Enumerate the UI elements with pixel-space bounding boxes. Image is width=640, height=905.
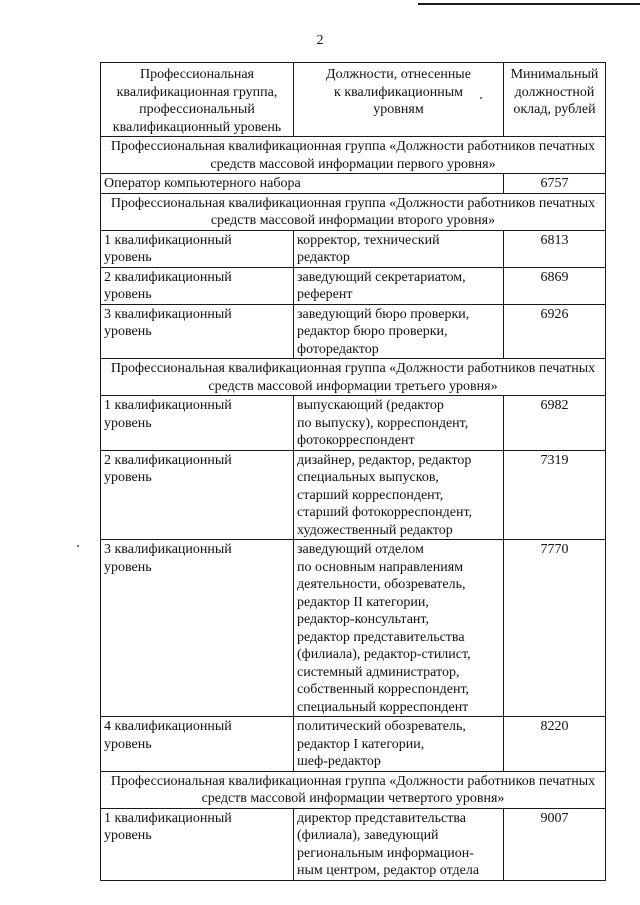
- level-cell: 2 квалификационный уровень: [101, 267, 294, 304]
- group-title-row: [101, 193, 606, 230]
- positions-cell: заведующий бюро проверки, редактор бюро проверки, фоторедактор: [294, 304, 504, 359]
- level-cell: 3 квалификационный уровень: [101, 540, 294, 717]
- header-group-level: Профессиональная квалификационная группа, профессиональный квалификационный уровень: [101, 63, 294, 137]
- scan-speck: [77, 545, 79, 547]
- level-cell: 1 квалификационный уровень: [101, 808, 294, 880]
- group-title-row: [101, 359, 606, 396]
- level-cell: 2 квалификационный уровень: [101, 450, 294, 540]
- level-cell: 3 квалификационный уровень: [101, 304, 294, 359]
- positions-cell: выпускающий (редактор по выпуску), корреспондент, фотокорреспондент: [294, 396, 504, 451]
- table-row: [101, 174, 606, 194]
- position-cell: Оператор компьютерного набора: [101, 174, 504, 194]
- header-min-salary: Минимальный должностной оклад, рублей: [504, 63, 606, 137]
- table-row: [101, 267, 606, 304]
- group-title: Профессиональная квалификационная группа «Должности работников печатных средств массовой информации четвертого уровня»: [101, 771, 606, 808]
- level-cell: 4 квалификационный уровень: [101, 717, 294, 772]
- salary-cell: 6757: [504, 174, 606, 194]
- level-cell: 1 квалификационный уровень: [101, 396, 294, 451]
- group-title: Профессиональная квалификационная группа «Должности работников печатных средств массовой информации первого уровня»: [101, 137, 606, 174]
- group-title: Профессиональная квалификационная группа «Должности работников печатных средств массовой информации второго уровня»: [101, 193, 606, 230]
- table-header-row: [101, 63, 606, 137]
- salary-cell: 6926: [504, 304, 606, 359]
- top-rule: [418, 3, 640, 5]
- table-row: [101, 540, 606, 717]
- page-number: 2: [316, 33, 324, 48]
- salary-cell: 8220: [504, 717, 606, 772]
- table-row: [101, 230, 606, 267]
- positions-cell: директор представительства (филиала), заведующий региональным информацион- ным центром, редактор отдела: [294, 808, 504, 880]
- table-row: [101, 808, 606, 880]
- positions-cell: корректор, технический редактор: [294, 230, 504, 267]
- positions-cell: дизайнер, редактор, редактор специальных выпусков, старший корреспондент, старший фотокорреспондент, художественный редактор: [294, 450, 504, 540]
- salary-cell: 6982: [504, 396, 606, 451]
- salary-cell: 7319: [504, 450, 606, 540]
- salary-cell: 6869: [504, 267, 606, 304]
- level-cell: 1 квалификационный уровень: [101, 230, 294, 267]
- salary-cell: 7770: [504, 540, 606, 717]
- group-title-row: [101, 137, 606, 174]
- table-row: [101, 396, 606, 451]
- header-positions: Должности, отнесенные к квалификационным уровням: [294, 63, 504, 137]
- group-title-row: [101, 771, 606, 808]
- table-row: [101, 717, 606, 772]
- salary-table: [100, 62, 606, 881]
- positions-cell: политический обозреватель, редактор I категории, шеф-редактор: [294, 717, 504, 772]
- salary-cell: 6813: [504, 230, 606, 267]
- group-title: Профессиональная квалификационная группа «Должности работников печатных средств массовой информации третьего уровня»: [101, 359, 606, 396]
- salary-cell: 9007: [504, 808, 606, 880]
- table-row: [101, 304, 606, 359]
- table-row: [101, 450, 606, 540]
- positions-cell: заведующий отделом по основным направлениям деятельности, обозреватель, редактор II категории, редактор-консультант, редактор представительства (филиала), редактор-стилист, системный администратор, собственный корреспондент, специальный корреспондент: [294, 540, 504, 717]
- positions-cell: заведующий секретариатом, референт: [294, 267, 504, 304]
